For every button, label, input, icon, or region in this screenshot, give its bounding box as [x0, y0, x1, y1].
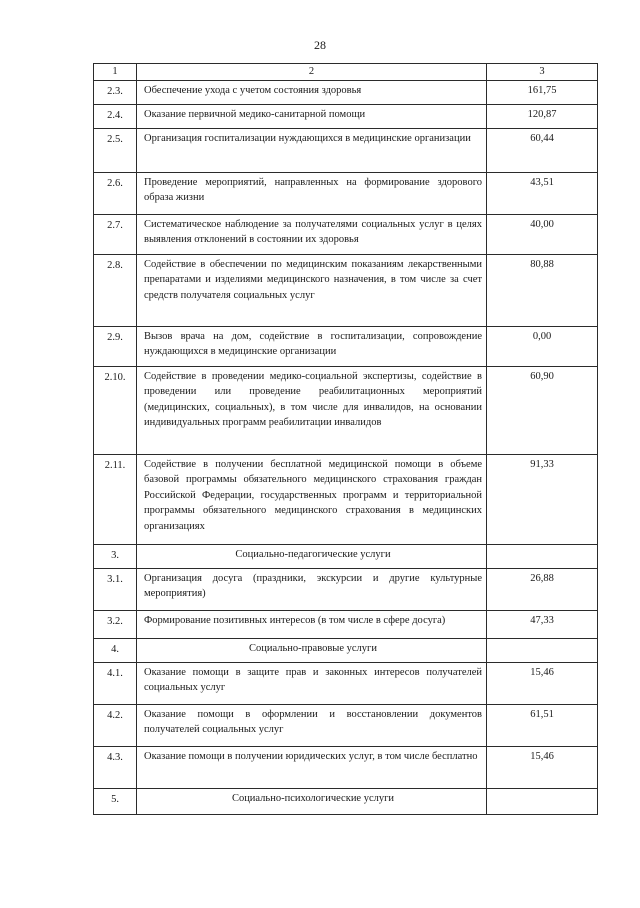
row-service: Оказание помощи в защите прав и законных интересов получателей социальных услуг	[137, 662, 487, 704]
section-number: 4.	[94, 638, 137, 662]
row-number: 2.7.	[94, 214, 137, 254]
row-number: 4.3.	[94, 746, 137, 788]
row-service: Систематическое наблюдение за получателями социальных услуг в целях выявления отклонений в состоянии их здоровья	[137, 214, 487, 254]
row-number: 3.2.	[94, 610, 137, 638]
row-service: Содействие в получении бесплатной медицинской помощи в объеме базовой программы обязательного медицинского страхования граждан Российской Федерации, государственных программ и территориальной программы обязательного медицинского страхования в медицинских организациях	[137, 454, 487, 544]
row-service: Содействие в обеспечении по медицинским показаниям лекарственными препаратами и изделиями медицинского назначения, в том числе за счет средств получателя социальных услуг	[137, 254, 487, 326]
row-number: 2.4.	[94, 104, 137, 128]
row-number: 4.1.	[94, 662, 137, 704]
table-row	[94, 128, 598, 172]
section-title: Социально-педагогические услуги	[137, 544, 487, 568]
row-service: Оказание первичной медико-санитарной помощи	[137, 104, 487, 128]
row-service: Содействие в проведении медико-социальной экспертизы, содействие в проведении или проведение реабилитационных мероприятий (медицинских, социальных), в том числе для инвалидов, на основании индивидуальных программ реабилитации инвалидов	[137, 366, 487, 454]
table-row	[94, 454, 598, 544]
row-number: 2.9.	[94, 326, 137, 366]
section-row	[94, 788, 598, 814]
row-value: 15,46	[487, 746, 598, 788]
row-service: Обеспечение ухода с учетом состояния здоровья	[137, 80, 487, 104]
row-service: Проведение мероприятий, направленных на формирование здорового образа жизни	[137, 172, 487, 214]
section-value	[487, 788, 598, 814]
section-title: Социально-правовые услуги	[137, 638, 487, 662]
section-number: 3.	[94, 544, 137, 568]
section-row	[94, 544, 598, 568]
row-value: 15,46	[487, 662, 598, 704]
row-value: 43,51	[487, 172, 598, 214]
row-service: Вызов врача на дом, содействие в госпитализации, сопровождение нуждающихся в медицинские организации	[137, 326, 487, 366]
row-value: 80,88	[487, 254, 598, 326]
row-value: 91,33	[487, 454, 598, 544]
row-value: 0,00	[487, 326, 598, 366]
row-number: 2.6.	[94, 172, 137, 214]
section-value	[487, 638, 598, 662]
row-number: 2.3.	[94, 80, 137, 104]
row-number: 2.10.	[94, 366, 137, 454]
row-value: 60,44	[487, 128, 598, 172]
row-number: 2.8.	[94, 254, 137, 326]
table-row	[94, 172, 598, 214]
header-col-value: 3	[487, 64, 598, 81]
row-number: 2.5.	[94, 128, 137, 172]
row-value: 61,51	[487, 704, 598, 746]
row-number: 3.1.	[94, 568, 137, 610]
table-row	[94, 366, 598, 454]
row-service: Оказание помощи в получении юридических услуг, в том числе бесплатно	[137, 746, 487, 788]
services-table	[93, 63, 598, 815]
header-col-number: 1	[94, 64, 137, 81]
row-value: 120,87	[487, 104, 598, 128]
row-service: Формирование позитивных интересов (в том числе в сфере досуга)	[137, 610, 487, 638]
table-header-row	[94, 64, 598, 81]
table-row	[94, 254, 598, 326]
table-row	[94, 104, 598, 128]
table-row	[94, 568, 598, 610]
section-title: Социально-психологические услуги	[137, 788, 487, 814]
row-value: 47,33	[487, 610, 598, 638]
page-number: 28	[314, 38, 326, 52]
row-number: 4.2.	[94, 704, 137, 746]
row-service: Организация досуга (праздники, экскурсии и другие культурные мероприятия)	[137, 568, 487, 610]
table-row	[94, 214, 598, 254]
table-row	[94, 662, 598, 704]
table-row	[94, 704, 598, 746]
row-service: Организация госпитализации нуждающихся в медицинские организации	[137, 128, 487, 172]
table-row	[94, 746, 598, 788]
section-number: 5.	[94, 788, 137, 814]
row-value: 60,90	[487, 366, 598, 454]
row-value: 26,88	[487, 568, 598, 610]
header-col-service: 2	[137, 64, 487, 81]
row-value: 40,00	[487, 214, 598, 254]
table-row	[94, 80, 598, 104]
section-value	[487, 544, 598, 568]
table-row	[94, 610, 598, 638]
row-value: 161,75	[487, 80, 598, 104]
row-number: 2.11.	[94, 454, 137, 544]
table-row	[94, 326, 598, 366]
section-row	[94, 638, 598, 662]
row-service: Оказание помощи в оформлении и восстановлении документов получателей социальных услуг	[137, 704, 487, 746]
